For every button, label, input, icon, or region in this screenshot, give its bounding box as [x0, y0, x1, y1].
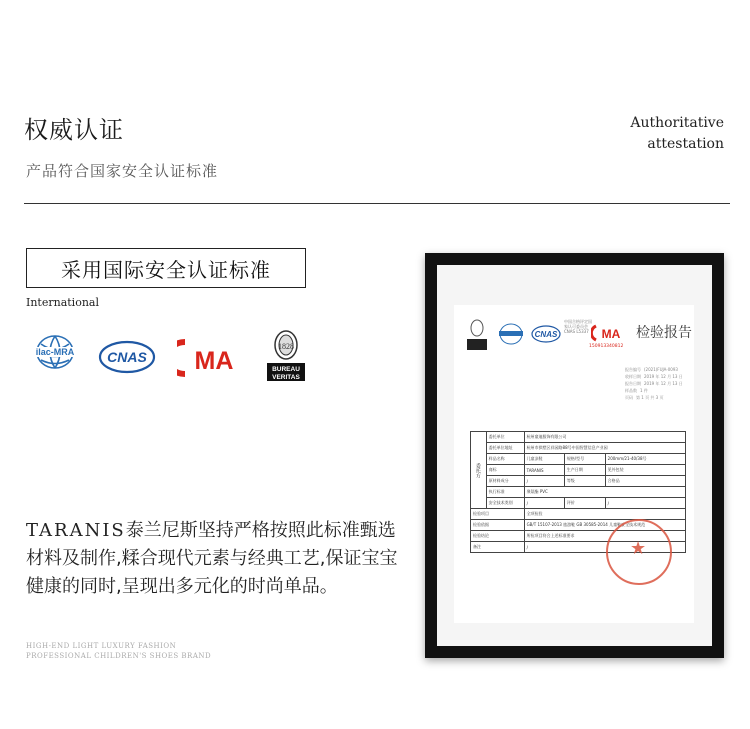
svg-text:BUREAU: BUREAU	[272, 366, 300, 373]
table-cell: /	[605, 498, 685, 509]
table-row	[471, 487, 686, 498]
english-title-line2: attestation	[647, 136, 724, 152]
cnas-logo	[97, 330, 157, 384]
table-cell: 合格品	[605, 476, 685, 487]
meta-row: 收样日期 2019 年 12 月 13 日	[625, 374, 683, 379]
table-cell: 检验项目	[471, 509, 525, 520]
cma-logo	[177, 330, 243, 384]
meta-row: 样品数 1 件	[625, 388, 648, 393]
table-cell: 检验依据	[471, 520, 525, 531]
table-cell: /	[524, 542, 685, 553]
header-divider	[24, 203, 730, 204]
svg-text:VERITAS: VERITAS	[272, 374, 300, 381]
table-row	[471, 432, 686, 443]
brand-tagline-line1: HIGH-END LIGHT LUXURY FASHION	[26, 642, 177, 650]
table-cell: 原材料成分	[486, 476, 524, 487]
table-cell: 委托单位	[486, 432, 524, 443]
table-cell: /	[524, 498, 564, 509]
cert-cnas-text: 中国合格评定国家认可委员会 CNAS L5337	[564, 319, 592, 334]
description-text: 泰兰尼斯坚持严格按照此标准甄选材料及制作,糅合现代元素与经典工艺,保证宝宝健康的同时,呈现出多元化的时尚单品。	[26, 520, 398, 597]
table-row	[471, 465, 686, 476]
certificate-title: 检验报告	[636, 325, 692, 341]
meta-row: 报告日期 2019 年 12 月 13 日	[625, 381, 683, 386]
international-label: International	[26, 296, 99, 309]
bureau-veritas-logo	[264, 328, 308, 384]
cert-cma-number: 150913340812	[589, 344, 624, 349]
table-row	[471, 454, 686, 465]
table-row	[471, 498, 686, 509]
table-cell: TARANIS	[524, 465, 564, 476]
table-cell: /	[524, 476, 564, 487]
table-cell: 所检项目符合上述标准要求	[524, 531, 685, 542]
table-cell: 见外包装	[605, 465, 685, 476]
table-cell: 样品名称	[486, 454, 524, 465]
meta-row: 页码 第 1 页 共 3 页	[625, 395, 664, 400]
description-paragraph	[26, 517, 406, 601]
cert-cnas-logo	[530, 322, 562, 346]
table-cell: 执行标准	[486, 487, 524, 498]
table-cell: 检验结论	[471, 531, 525, 542]
table-cell: 规格/型号	[564, 454, 605, 465]
section-heading-boxed: 采用国际安全认证标准	[26, 248, 306, 288]
cert-ilac-logo	[497, 322, 525, 346]
svg-text:1828: 1828	[278, 342, 294, 351]
page-title: 权威认证	[24, 116, 124, 144]
table-cell: 全项检验	[524, 509, 685, 520]
table-cell: 聚氨酯 PVC	[524, 487, 685, 498]
ilac-mra-logo	[28, 330, 83, 384]
svg-text:CNAS: CNAS	[534, 330, 558, 339]
table-cell: 委托单位地址	[486, 443, 524, 454]
english-title	[630, 113, 724, 155]
table-cell: 杭州市拱墅区祥园路88号中国智慧信息产业园	[524, 443, 685, 454]
page-subtitle: 产品符合国家安全认证标准	[26, 162, 219, 180]
table-cell: 评价	[564, 498, 605, 509]
table-cell: 生产日期	[564, 465, 605, 476]
cnas-logo-text: CNAS	[107, 349, 147, 365]
cert-cma-logo	[591, 322, 627, 344]
table-cell: 200mm/21-40/38号	[605, 454, 685, 465]
table-side-label: 委托方	[471, 432, 487, 509]
seal-star-icon: ★	[630, 538, 647, 559]
table-cell: 安全技术类别	[486, 498, 524, 509]
certificate-meta	[625, 366, 686, 401]
brand-name: TARANIS	[26, 520, 126, 541]
table-row	[471, 476, 686, 487]
ilac-mra-logo-text: ilac-MRA	[35, 347, 75, 357]
table-cell: 商标	[486, 465, 524, 476]
table-cell: 儿童凉鞋	[524, 454, 564, 465]
table-row	[471, 443, 686, 454]
brand-tagline-line2: PROFESSIONAL CHILDREN'S SHOES BRAND	[26, 652, 212, 660]
table-cell: 杭州童迪服饰有限公司	[524, 432, 685, 443]
cert-bureau-veritas-logo	[465, 318, 489, 352]
table-cell: GB/T 15107-2013 旅游鞋 GB 30585-2014 儿童鞋安全技术规范	[524, 520, 685, 531]
table-cell: 备注	[471, 542, 525, 553]
svg-text:MA: MA	[601, 327, 621, 341]
table-cell: 等级	[564, 476, 605, 487]
cma-logo-text: MA	[194, 347, 234, 375]
meta-row: 报告编号 (2021)FUJA-0093	[625, 367, 678, 372]
english-title-line1: Authoritative	[630, 115, 724, 131]
table-row	[471, 509, 686, 520]
brand-tagline	[26, 641, 211, 661]
